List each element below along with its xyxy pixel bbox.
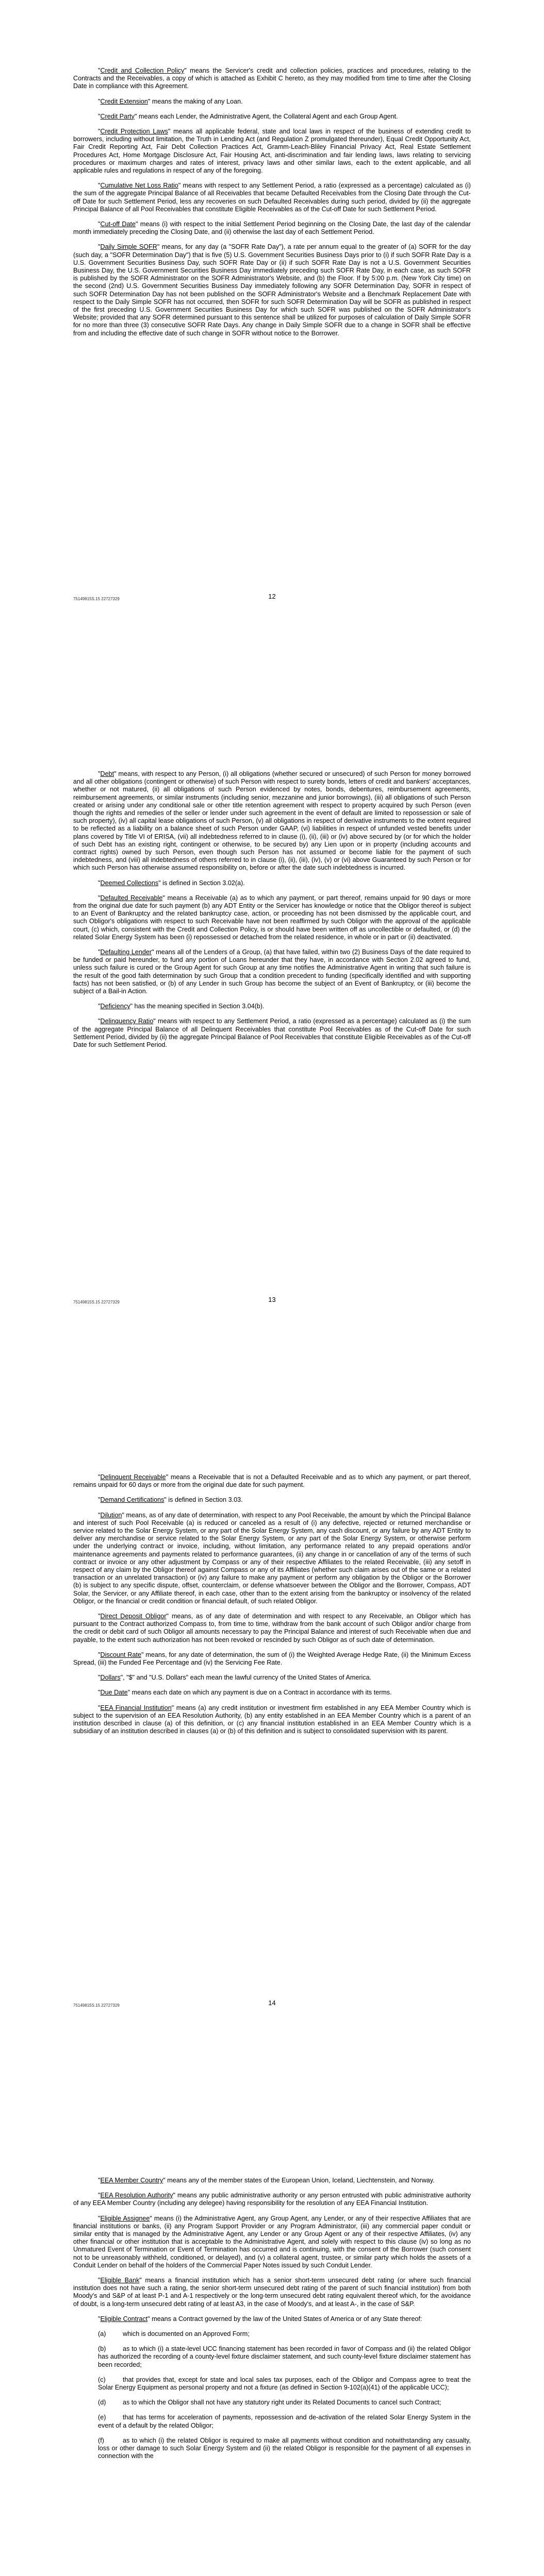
definition-paragraph: "Eligible Contract" means a Contract governed by the law of the United States of America or of any State thereof: xyxy=(98,2315,422,2323)
definition-text: means (i) with respect to the initial Settlement Period beginning on the Closing Date, the last day of the calendar month immediately preceding the Closing Date, and (ii) otherwise the last day of each Settlement Period. xyxy=(73,221,471,236)
clause-item xyxy=(73,2437,471,2461)
definition-paragraph: "Credit Extension" means the making of any Loan. xyxy=(98,97,243,105)
defined-term: Cut-off Date xyxy=(100,221,136,228)
defined-term: Defaulted Receivable xyxy=(100,894,163,902)
clause-label: (e) xyxy=(98,2414,106,2421)
definition-text: means a Contract governed by the law of the United States of America or of any State thereof: xyxy=(150,2315,422,2323)
clause-item xyxy=(73,2345,471,2369)
clause-label: (b) xyxy=(98,2345,106,2353)
definition-text: means each date on which any payment is due on a Contract in accordance with its terms. xyxy=(130,1689,392,1697)
defined-term: Dollars xyxy=(100,1674,121,1682)
definition-text: means each Lender, the Administrative Agent, the Collateral Agent and each Group Agent. xyxy=(137,112,398,120)
definition-paragraph: "Credit Protection Laws" means all applicable federal, state and local laws in respect of the business of extending credit to borrowers, including without limitation, the Truth in Lending Act (and Regulation Z promulgated thereunder), Equal Credit Opportunity Act, Fair Credit Reporting Act, Fair Debt Collection Practices Act, Gramm-Leach-Bliley Financial Privacy Act, Real Estate Settlement Procedures Act, Home Mortgage Disclosure Act, Fair Housing Act, anti-discrimination and fair lending laws, laws relating to servicing procedures or maximum charges and rates of interest, privacy laws and other similar laws, each to the extent applicable, and all applicable rules and regulations in respect of any of the foregoing. xyxy=(73,128,471,175)
defined-term: Eligible Assignee xyxy=(100,2214,150,2222)
document-id: 75149815S.15 22727329 xyxy=(73,2003,120,2008)
definition-text: , "$" and "U.S. Dollars" each mean the lawful currency of the United States of America. xyxy=(123,1674,372,1682)
definition-paragraph: "Credit and Collection Policy" means the Servicer's credit and collection policies, practices and procedures, relating to the Contracts and the Receivables, a copy of which is attached as Exhibit C hereto, as they may modified from time to time after the Closing Date in compliance with this Agreement. xyxy=(73,67,471,90)
definition-paragraph: "Due Date" means each date on which any payment is due on a Contract in accordance with its terms. xyxy=(98,1689,392,1697)
clause-item xyxy=(73,2330,471,2338)
document-id: 75149815S.15 22727329 xyxy=(73,1300,120,1304)
defined-term: Eligible Contract xyxy=(100,2315,148,2323)
definition-text: means, for any date of determination, the sum of (i) the Weighted Average Hedge Rate, (ii) the Minimum Excess Spread, (iii) the Funded Fee Percentage and (iv) the Servicing Fee Rate. xyxy=(73,1651,471,1667)
definition-paragraph: "Discount Rate" means, for any date of determination, the sum of (i) the Weighted Average Hedge Rate, (ii) the Minimum Excess Spread, (iii) the Funded Fee Percentage and (iv) the Servicing Fee Rate. xyxy=(73,1651,471,1667)
definition-text: means (a) any credit institution or investment firm established in any EEA Member Country which is subject to the supervision of an EEA Resolution Authority, (b) any entity established in an EEA Member Country which is a parent of an institution described in clause (a) of this definition, or (c) any financial institution established in an EEA Member Country which is a subsidiary of an institution described in clauses (a) or (b) of this definition and is subject to consolidated supervision with its parent. xyxy=(73,1704,471,1735)
clause-text: which is documented on an Approved Form; xyxy=(123,2330,250,2338)
definition-text: means, as of any date of determination, with respect to any Pool Receivable, the amount by which the Principal Balance and interest of such Pool Receivable (a) is reduced or canceled as a result of (i) any defective, rejected or returned merchandise or service related to the Solar Energy System, or any part of the Solar Energy System, any cash discount, or any failure by any ADT Entity to deliver any merchandise or service related to the Solar Energy System, or any part of the Solar Energy System, or otherwise perform under the underlying contract or invoice, including, without limitation, any performance related to any prepaid operations and/or maintenance agreements and payments related to performance guarantees, (ii) any change in or cancellation of any of the terms of such contract or invoice or any other adjustment by Compass or any of their respective Affiliates to the related Receivable, (iii) any setoff in respect of any claim by the Obligor thereof against Compass or any of its Affiliates (whether such claim arises out of the same or a related transaction or an unrelated transaction) or (iv) any failure to make any payment or perform any obligation by the Obligor or the Borrower (b) is subject to any specific dispute, offset, counterclaim, or defense whatsoever between the Obligor and the Borrower, Compass, ADT Solar, the Servicer, or any Affiliate thereof, in each case, other than to the extent arising from the bankruptcy or insolvency of the related Obligor, or the financial or credit condition or financial default, of such related Obligor. xyxy=(73,1511,471,1605)
defined-term: Credit Party xyxy=(100,112,135,120)
document-id: 75149815S.15 22727329 xyxy=(73,597,120,601)
definition-paragraph: "Cumulative Net Loss Ratio" means with respect to any Settlement Period, a ratio (expressed as a percentage) calculated as (i) the sum of the aggregate Principal Balance of all Receivables that became Defaulted Receivables from the Closing Date through the Cut-off Date for such Settlement Period, less any recoveries on such Defaulted Receivables during such period, divided by (ii) the aggregate Principal Balance of all Pool Receivables that constitute Eligible Receivables as of the Cut-off Date for such Settlement Period. xyxy=(73,182,471,213)
definition-text: means with respect to any Settlement Period, a ratio (expressed as a percentage) calculated as (i) the sum of the aggregate Principal Balance of all Delinquent Receivables that constitute Pool Receivables as of the Cut-off Date for such Settlement Period, divided by (ii) the aggregate Principal Balance of Pool Receivables that constitute Eligible Receivables as of the Cut-off Date for such Settlement Period. xyxy=(73,1018,471,1049)
definition-text: means, as of any date of determination and with respect to any Receivable, an Obligor which has pursuant to the Contract authorized Compass to, from time to time, withdraw from the bank account of such Obligor and/or charge from the credit or debit card of such Obligor all amounts necessary to pay the Principal Balance and interest of such Receivable when due and payable, to the extent such authorization has not been revoked or rescinded by such Obligor as of such date of determination. xyxy=(73,1613,471,1643)
definition-text: means the Servicer's credit and collection policies, practices and procedures, relating to the Contracts and the Receivables, a copy of which is attached as Exhibit C hereto, as they may modified from time to time after the Closing Date in compliance with this Agreement. xyxy=(73,67,471,90)
definition-paragraph: "Direct Deposit Obligor" means, as of any date of determination and with respect to any Receivable, an Obligor which has pursuant to the Contract authorized Compass to, from time to time, withdraw from the bank account of such Obligor and/or charge from the credit or debit card of such Obligor all amounts necessary to pay the Principal Balance and interest of such Receivable when due and payable, to the extent such authorization has not been revoked or rescinded by such Obligor as of such date of determination. xyxy=(73,1613,471,1643)
defined-term: Direct Deposit Obligor xyxy=(100,1613,167,1620)
definition-text: means (i) the Administrative Agent, any Group Agent, any Lender, or any of their respective Affiliates that are financial institutions or banks, (ii) any Program Support Provider or any Program Administrator, (iii) any commercial paper conduit or similar entity that is managed by the Administrative Agent, any Lender or any Group Agent or any of their respective Affiliates, (iv) any other financial or other institution that is acceptable to the Administrative Agent, and solely with respect to this clause (iv) so long as no Unmatured Event of Termination or Event of Termination has occurred and is continuing, with the consent of the Borrower (such consent not to be unreasonably withheld, conditioned, or delayed), and (v) a collateral agent, trustee, or similar party which holds the assets of a Conduit Lender on behalf of the holders of the Commercial Paper Notes issued by such Conduit Lender. xyxy=(73,2214,471,2269)
definition-paragraph: "Deficiency" has the meaning specified in Section 3.04(b). xyxy=(98,1003,265,1010)
clause-text: as to which the Obligor shall not have any statutory right under its Related Documents to cancel such Contract; xyxy=(123,2399,441,2406)
page-15 xyxy=(0,2110,544,2576)
defined-term: Debt xyxy=(100,770,114,777)
defined-term: Credit and Collection Policy xyxy=(100,67,185,74)
definition-text: is defined in Section 3.02(a). xyxy=(160,879,245,887)
definition-paragraph: "EEA Resolution Authority" means any public administrative authority or any person entrusted with public administrative authority of any EEA Member Country (including any delegee) having responsibility for the resolution of any EEA Financial Institution. xyxy=(73,2192,471,2207)
clause-text: that provides that, except for state and local sales tax purposes, each of the Obligor and Compass agree to treat the Solar Energy Equipment as personal property and not a fixture (as defined in Section 9-102(a)(41) of the applicable UCC); xyxy=(98,2376,471,2392)
definition-text: means the making of any Loan. xyxy=(150,97,243,105)
definition-paragraph: "Defaulting Lender" means all of the Lenders of a Group, (a) that have failed, within two (2) Business Days of the date required to be funded or paid hereunder, to fund any portion of Loans hereunder that they have, in accordance with Section 2.02 agreed to fund, unless such failure is cured or the Group Agent for such Group at any time notifies the Administrative Agent in writing that such failure is the result of the good faith determination by such Group that a condition precedent to funding (specifically identified and with supporting facts) has not been satisfied, or (b) of any Lender in such Group has become the subject of an Event of Bankruptcy, or (iii) become the subject of a Bail-in Action. xyxy=(73,948,471,995)
defined-term: Daily Simple SOFR xyxy=(100,243,157,251)
definition-text: means with respect to any Settlement Period, a ratio (expressed as a percentage) calculated as (i) the sum of the aggregate Principal Balance of all Receivables that became Defaulted Receivables from the Closing Date through the Cut-off Date for such Settlement Period, less any recoveries on such Defaulted Receivables during such period, divided by (ii) the aggregate Principal Balance of all Pool Receivables that constitute Eligible Receivables as of the Cut-off Date for such Settlement Period. xyxy=(73,182,471,213)
definition-paragraph: "Cut-off Date" means (i) with respect to the initial Settlement Period beginning on the Closing Date, the last day of the calendar month immediately preceding the Closing Date, and (ii) otherwise the last day of each Settlement Period. xyxy=(73,221,471,236)
definition-paragraph: "Dollars", "$" and "U.S. Dollars" each mean the lawful currency of the United States of America. xyxy=(98,1674,372,1682)
defined-term: Demand Certifications xyxy=(100,1496,164,1504)
clause-item xyxy=(73,2414,471,2429)
definition-paragraph: "Daily Simple SOFR" means, for any day (a "SOFR Rate Day"), a rate per annum equal to the greater of (a) SOFR for the day (such day, a "SOFR Determination Day") that is five (5) U.S. Government Securities Business Days prior to (i) if such SOFR Rate Day is a U.S. Government Securities Business Day, such SOFR Rate Day or (ii) if such SOFR Rate Day is not a U.S. Government Securities Business Day, the U.S. Government Securities Business Day immediately preceding such SOFR Rate Day, in each case, as such SOFR is published by the SOFR Administrator on the SOFR Administrator's Website, and (b) the Floor. If by 5:00 p.m. (New York City time) on the second (2nd) U.S. Government Securities Business Day immediately following any SOFR Determination Day, SOFR in respect of such SOFR Determination Day has not been published on the SOFR Administrator's Website and a Benchmark Replacement Date with respect to the Daily Simple SOFR has not occurred, then SOFR for such SOFR Determination Day will be SOFR as published in respect of the first preceding U.S. Government Securities Business Day for which such SOFR was published on the SOFR Administrator's Website; provided that any SOFR determined pursuant to this sentence shall be utilized for purposes of calculation of Daily Simple SOFR for no more than three (3) consecutive SOFR Rate Days. Any change in Daily Simple SOFR due to a change in SOFR shall be effective from and including the effective date of such change in SOFR without notice to the Borrower. xyxy=(73,243,471,337)
defined-term: Deficiency xyxy=(100,1003,130,1010)
clause-label: (f) xyxy=(98,2436,104,2444)
definition-text: has the meaning specified in Section 3.04(b). xyxy=(133,1003,265,1010)
page-number: 14 xyxy=(268,1999,276,2007)
definition-paragraph: "Demand Certifications" is defined in Section 3.03. xyxy=(98,1496,243,1504)
definition-text: means a Receivable that is not a Defaulted Receivable and as to which any payment, or part thereof, remains unpaid for 60 days or more from the original due date for such payment. xyxy=(73,1473,471,1489)
definition-paragraph: "Eligible Assignee" means (i) the Administrative Agent, any Group Agent, any Lender, or any of their respective Affiliates that are financial institutions or banks, (ii) any Program Support Provider or any Program Administrator, (iii) any commercial paper conduit or similar entity that is managed by the Administrative Agent, any Lender or any Group Agent or any of their respective Affiliates, (iv) any other financial or other institution that is acceptable to the Administrative Agent, and solely with respect to this clause (iv) so long as no Unmatured Event of Termination or Event of Termination has occurred and is continuing, with the consent of the Borrower (such consent not to be unreasonably withheld, conditioned, or delayed), and (v) a collateral agent, trustee, or similar party which holds the assets of a Conduit Lender on behalf of the holders of the Commercial Paper Notes issued by such Conduit Lender. xyxy=(73,2214,471,2269)
defined-term: Defaulting Lender xyxy=(100,948,152,956)
definition-text: is defined in Section 3.03. xyxy=(166,1496,243,1504)
clause-label: (d) xyxy=(98,2399,106,2406)
clause-item xyxy=(73,2376,471,2392)
clause-text: that has terms for acceleration of payments, repossession and de-activation of the related Solar Energy System in the event of a default by the related Obligor; xyxy=(98,2414,471,2429)
definition-paragraph: "Debt" means, with respect to any Person, (i) all obligations (whether secured or unsecured) of such Person for money borrowed and all other obligations (contingent or otherwise) of such Person with respect to surety bonds, letters of credit and bankers' acceptances, whether or not matured, (ii) all obligations of such Person evidenced by notes, bonds, debentures, reimbursement agreements, reimbursement agreements, or similar instruments (including senior, mezzanine and junior borrowings), (iii) all obligations of such Person created or arising under any conditional sale or other title retention agreement with respect to property acquired by such Person (even though the rights and remedies of the seller or lender under such agreement in the event of default are limited to repossession or sale of such property), (iv) all capital lease obligations of such Person, (v) all obligations in respect of derivative instruments to the extent required to be reflected as a liability on a balance sheet of such Person under GAAP, (vi) liabilities in respect of unfunded vested benefits under plans covered by Title VI of ERISA, (vii) all indebtedness referred to in clause (i), (ii), (iii) or (iv) above secured by (or for which the holder of such Debt has an existing right, contingent or otherwise, to be secured by) any Lien upon or in property (including accounts and contract rights) owned by such Person, even though such Person has not assumed or become liable for the payment of such indebtedness, and (viii) all indebtedness of others referred to in clause (i), (ii), (iii), (iv), (v) or (vi) above Guaranteed by such Person or for which such Person has otherwise assumed responsibility on, before or after the date such indebtedness is incurred. xyxy=(73,770,471,872)
definition-paragraph: "EEA Financial Institution" means (a) any credit institution or investment firm established in any EEA Member Country which is subject to the supervision of an EEA Resolution Authority, (b) any entity established in an EEA Member Country which is a parent of an institution described in clause (a) of this definition, or (c) any financial institution established in an EEA Member Country which is a subsidiary of an institution described in clauses (a) or (b) of this definition and is subject to consolidated supervision with its parent. xyxy=(73,1704,471,1735)
page-13 xyxy=(0,703,544,1406)
defined-term: EEA Resolution Authority xyxy=(100,2192,173,2199)
definition-text: means a Receivable (a) as to which any payment, or part thereof, remains unpaid for 90 days or more from the original due date for such payment (b) any ADT Entity or the Servicer has knowledge or notice that the Obligor thereof is subject to an Event of Bankruptcy and the related bankruptcy case, action, or proceeding has not been dismissed by the applicable court, and such Obligor's obligations with respect to such Receivable have not been reaffirmed by such Obligor with the approval of the applicable court, (c) which, consistent with the Credit and Collection Policy, is or should have been written off as uncollectible or defaulted, or (d) the related Solar Energy System has been (i) repossessed or detached from the related residence, in whole or in part or (ii) deactivated. xyxy=(73,894,471,941)
defined-term: Credit Protection Laws xyxy=(100,128,168,135)
defined-term: Deemed Collections xyxy=(100,879,159,887)
definition-paragraph: "EEA Member Country" means any of the member states of the European Union, Iceland, Liechtenstein, and Norway. xyxy=(98,2177,435,2184)
definition-text: means all of the Lenders of a Group, (a) that have failed, within two (2) Business Days of the date required to be funded or paid hereunder, to fund any portion of Loans hereunder that they have, in accordance with Section 2.02 agreed to fund, unless such failure is cured or the Group Agent for such Group at any time notifies the Administrative Agent in writing that such failure is the result of the good faith determination by such Group that a condition precedent to funding (specifically identified and with supporting facts) has not been satisfied, or (b) of any Lender in such Group has become the subject of an Event of Bankruptcy, or (iii) become the subject of a Bail-in Action. xyxy=(73,948,471,995)
definition-text: means all applicable federal, state and local laws in respect of the business of extending credit to borrowers, including without limitation, the Truth in Lending Act (and Regulation Z promulgated thereunder), Equal Credit Opportunity Act, Fair Credit Reporting Act, Fair Debt Collection Practices Act, Gramm-Leach-Bliley Financial Privacy Act, Real Estate Settlement Procedures Act, Home Mortgage Disclosure Act, Fair Housing Act, anti-discrimination and fair lending laws, laws relating to servicing procedures or maximum charges and rates of interest, privacy laws and other similar laws, each to the extent applicable, and all applicable rules and regulations in respect of any of the foregoing. xyxy=(73,128,471,175)
clause-label: (a) xyxy=(98,2330,106,2338)
clause-text: as to which (i) the related Obligor is required to make all payments without condition and notwithstanding any casualty, loss or other damage to such Solar Energy System and (ii) the related Obligor is responsible for the payment of all expenses in connection with the xyxy=(98,2436,471,2460)
page-12 xyxy=(0,0,544,703)
definition-text: means a financial institution which has a senior short-term unsecured debt rating (or where such financial institution does not have such a rating, the senior short-term unsecured debt rating of the parent of such financial institution) from both Moody's and S&P of at least P-1 and A-1 respectively or the long-term unsecured debt rating equivalent thereof which, for the avoidance of doubt, is a long-term unsecured debt rating of at least A3, in the case of Moody's, and at least A-, in the case of S&P. xyxy=(73,2277,471,2308)
definition-paragraph: "Delinquent Receivable" means a Receivable that is not a Defaulted Receivable and as to which any payment, or part thereof, remains unpaid for 60 days or more from the original due date for such payment. xyxy=(73,1473,471,1489)
defined-term: Due Date xyxy=(100,1689,128,1697)
definition-text: means any of the member states of the European Union, Iceland, Liechtenstein, and Norway. xyxy=(165,2177,435,2184)
definition-text: means any public administrative authority or any person entrusted with public administrative authority of any EEA Member Country (including any delegee) having responsibility for the resolution of any EEA Financial Institution. xyxy=(73,2192,471,2207)
definition-text: means, for any day (a "SOFR Rate Day"), a rate per annum equal to the greater of (a) SOFR for the day (such day, a "SOFR Determination Day") that is five (5) U.S. Government Securities Business Days prior to (i) if such SOFR Rate Day is a U.S. Government Securities Business Day, such SOFR Rate Day or (ii) if such SOFR Rate Day is not a U.S. Government Securities Business Day, the U.S. Government Securities Business Day immediately preceding such SOFR Rate Day, in each case, as such SOFR is published by the SOFR Administrator on the SOFR Administrator's Website, and (b) the Floor. If by 5:00 p.m. (New York City time) on the second (2nd) U.S. Government Securities Business Day immediately following any SOFR Determination Day, SOFR in respect of such SOFR Determination Day has not been published on the SOFR Administrator's Website and a Benchmark Replacement Date with respect to the Daily Simple SOFR has not occurred, then SOFR for such SOFR Determination Day will be SOFR as published in respect of the first preceding U.S. Government Securities Business Day for which such SOFR was published on the SOFR Administrator's Website; provided that any SOFR determined pursuant to this sentence shall be utilized for purposes of calculation of Daily Simple SOFR for no more than three (3) consecutive SOFR Rate Days. Any change in Daily Simple SOFR due to a change in SOFR shall be effective from and including the effective date of such change in SOFR without notice to the Borrower. xyxy=(73,243,471,337)
defined-term: Delinquency Ratio xyxy=(100,1018,154,1025)
definition-paragraph: "Deemed Collections" is defined in Section 3.02(a). xyxy=(98,879,245,887)
defined-term: Discount Rate xyxy=(100,1651,141,1658)
defined-term: Dilution xyxy=(100,1511,122,1519)
definition-paragraph: "Eligible Bank" means a financial institution which has a senior short-term unsecured debt rating (or where such financial institution does not have such a rating, the senior short-term unsecured debt rating of the parent of such financial institution) from both Moody's and S&P of at least P-1 and A-1 respectively or the long-term unsecured debt rating equivalent thereof which, for the avoidance of doubt, is a long-term unsecured debt rating of at least A3, in the case of Moody's, and at least A-, in the case of S&P. xyxy=(73,2277,471,2308)
defined-term: Cumulative Net Loss Ratio xyxy=(100,182,178,190)
clause-label: (c) xyxy=(98,2376,106,2383)
defined-term: EEA Financial Institution xyxy=(100,1704,172,1711)
clause-item xyxy=(73,2399,471,2406)
definition-paragraph: "Credit Party" means each Lender, the Administrative Agent, the Collateral Agent and each Group Agent. xyxy=(98,112,398,120)
page-number: 13 xyxy=(268,1296,276,1303)
defined-term: Credit Extension xyxy=(100,97,148,105)
definition-text: means, with respect to any Person, (i) all obligations (whether secured or unsecured) of such Person for money borrowed and all other obligations (contingent or otherwise) of such Person with respect to surety bonds, letters of credit and bankers' acceptances, whether or not matured, (ii) all obligations of such Person evidenced by notes, bonds, debentures, reimbursement agreements, reimbursement agreements, or similar instruments (including senior, mezzanine and junior borrowings), (iii) all obligations of such Person created or arising under any conditional sale or other title retention agreement with respect to property acquired by such Person (even though the rights and remedies of the seller or lender under such agreement in the event of default are limited to repossession or sale of such property), (iv) all capital lease obligations of such Person, (v) all obligations in respect of derivative instruments to the extent required to be reflected as a liability on a balance sheet of such Person under GAAP, (vi) liabilities in respect of unfunded vested benefits under plans covered by Title VI of ERISA, (vii) all indebtedness referred to in clause (i), (ii), (iii) or (iv) above secured by (or for which the holder of such Debt has an existing right, contingent or otherwise, to be secured by) any Lien upon or in property (including accounts and contract rights) owned by such Person, even though such Person has not assumed or become liable for the payment of such indebtedness, and (viii) all indebtedness of others referred to in clause (i), (ii), (iii), (iv), (v) or (vi) above Guaranteed by such Person or for which such Person has otherwise assumed responsibility on, before or after the date such indebtedness is incurred. xyxy=(73,770,471,872)
definition-paragraph: "Dilution" means, as of any date of determination, with respect to any Pool Receivable, the amount by which the Principal Balance and interest of such Pool Receivable (a) is reduced or canceled as a result of (i) any defective, rejected or returned merchandise or service related to the Solar Energy System, or any part of the Solar Energy System, any cash discount, or any failure by any ADT Entity to deliver any merchandise or service related to the Solar Energy System, or any part of the Solar Energy System, or otherwise perform under the underlying contract or invoice, including, without limitation, any performance related to any prepaid operations and/or maintenance agreements and payments related to performance guarantees, (ii) any change in or cancellation of any of the terms of such contract or invoice or any other adjustment by Compass or any of their respective Affiliates to the related Receivable, (iii) any setoff in respect of any claim by the Obligor thereof against Compass or any of its Affiliates (whether such claim arises out of the same or a related transaction or an unrelated transaction) or (iv) any failure to make any payment or perform any obligation by the Obligor or the Borrower (b) is subject to any specific dispute, offset, counterclaim, or defense whatsoever between the Obligor and the Borrower, Compass, ADT Solar, the Servicer, or any Affiliate thereof, in each case, other than to the extent arising from the bankruptcy or insolvency of the related Obligor, or the financial or credit condition or financial default, of such related Obligor. xyxy=(73,1511,471,1605)
defined-term: EEA Member Country xyxy=(100,2177,163,2184)
clause-text: as to which (i) a state-level UCC financing statement has been recorded in favor of Compass and (ii) the related Obligor has authorized the recording of a county-level fixture disclaimer statement, and such county-level fixture disclaimer statement has been recorded; xyxy=(98,2345,471,2368)
definition-paragraph: "Defaulted Receivable" means a Receivable (a) as to which any payment, or part thereof, remains unpaid for 90 days or more from the original due date for such payment (b) any ADT Entity or the Servicer has knowledge or notice that the Obligor thereof is subject to an Event of Bankruptcy and the related bankruptcy case, action, or proceeding has not been dismissed by the applicable court, and such Obligor's obligations with respect to such Receivable have not been reaffirmed by such Obligor with the approval of the applicable court, (c) which, consistent with the Credit and Collection Policy, is or should have been written off as uncollectible or defaulted, or (d) the related Solar Energy System has been (i) repossessed or detached from the related residence, in whole or in part or (ii) deactivated. xyxy=(73,894,471,941)
page-14 xyxy=(0,1406,544,2110)
defined-term: Eligible Bank xyxy=(100,2277,140,2284)
definition-paragraph: "Delinquency Ratio" means with respect to any Settlement Period, a ratio (expressed as a percentage) calculated as (i) the sum of the aggregate Principal Balance of all Delinquent Receivables that constitute Pool Receivables as of the Cut-off Date for such Settlement Period, divided by (ii) the aggregate Principal Balance of Pool Receivables that constitute Eligible Receivables as of the Cut-off Date for such Settlement Period. xyxy=(73,1018,471,1049)
page-number: 12 xyxy=(268,592,276,600)
defined-term: Delinquent Receivable xyxy=(100,1473,166,1481)
